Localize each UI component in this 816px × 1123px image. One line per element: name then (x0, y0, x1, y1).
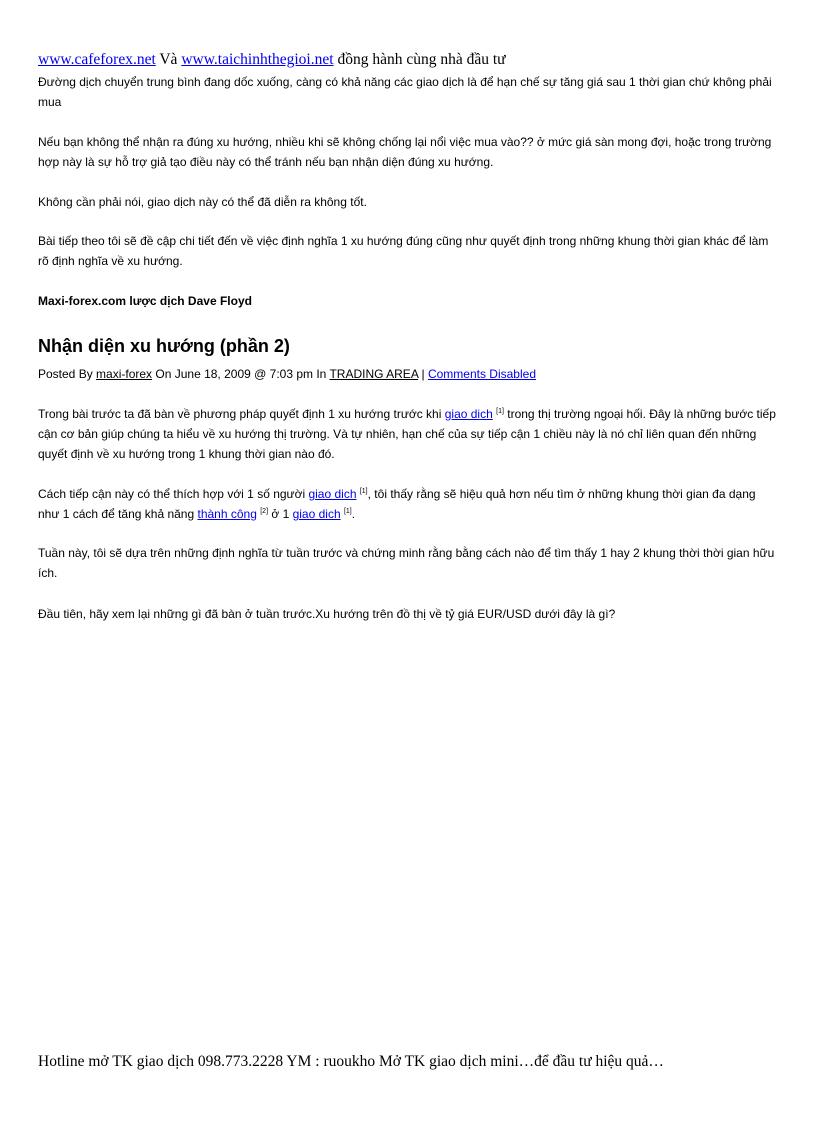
para1-text-b: trong thị trường ngoại hối. Đây là những bước tiếp cận cơ bản giúp chúng ta hiểu về xu hướng thị trường. Và tự nhiên, hạn chế của sự tiếp cận 1 chiều này là nó chỉ liên quan đến những quyết định về xu hướng trong 1 khung thời gian nào đó. (38, 407, 776, 461)
intro-paragraph-3: Không cần phải nói, giao dịch này có thể đã diễn ra không tốt. (38, 195, 367, 209)
taichinhthegioi-link[interactable]: www.taichinhthegioi.net (181, 51, 334, 68)
intro-paragraph-4: Bài tiếp theo tôi sẽ đề cập chi tiết đến về việc định nghĩa 1 xu hướng đúng cũng như quyết định trong những khung thời gian khác để làm rõ định nghĩa về xu hướng. (38, 234, 769, 268)
author-link[interactable]: maxi-forex (96, 367, 153, 381)
comments-link[interactable]: Comments Disabled (427, 367, 536, 381)
giao-dich-link[interactable]: giao dich (308, 487, 357, 501)
intro-paragraph-1: Đường dịch chuyển trung bình đang dốc xuống, càng có khả năng các giao dịch là để hạn chế sự tăng giá sau 1 thời gian chứ không phải mua (38, 75, 772, 109)
intro-paragraph-2: Nếu bạn không thể nhận ra đúng xu hướng, nhiều khi sẽ không chống lại nổi việc mua vào?? ở mức giá sàn mong đợi, hoặc trong trường hợp này là sự hỗ trợ giả tạo điều này có thể tránh nếu bạn nhận diện đúng xu hướng. (38, 135, 772, 169)
article-paragraph-3: Tuần này, tôi sẽ dựa trên những định nghĩa từ tuần trước và chứng minh rằng bằng cách nào để tìm thấy 1 hay 2 khung thời thời gian hữu ích. (38, 546, 775, 580)
meta-separator: | (418, 367, 428, 381)
footnote-ref: [1] (359, 488, 368, 495)
article-paragraph-2 (38, 484, 778, 524)
footnote-ref: [1] (496, 408, 504, 415)
giao-dich-link[interactable]: giao dich (444, 407, 493, 421)
header-and: Và (155, 51, 182, 68)
cafeforex-link[interactable]: www.cafeforex.net (38, 51, 156, 68)
translation-credit: Maxi-forex.com lược dịch Dave Floyd (38, 294, 252, 308)
footnote-ref: [1] (343, 508, 352, 515)
page-footer: Hotline mở TK giao dịch 098.773.2228 YM : ruoukho Mở TK giao dịch mini…để đầu tư hiệu quả… (38, 1053, 664, 1070)
para2-text-b: , tôi thấy rằng sẽ hiệu quả hơn nếu tìm ở những khung thời gian đa dạng như 1 cách để tăng khả năng (38, 487, 756, 521)
article-paragraph-4: Đầu tiên, hãy xem lại những gì đã bàn ở tuần trước.Xu hướng trên đồ thị về tỷ giá EUR/USD dưới đây là gì? (38, 607, 616, 621)
article-meta (38, 365, 536, 383)
para1-text-a: Trong bài trước ta đã bàn về phương pháp quyết định 1 xu hướng trước khi (38, 407, 445, 421)
header-tagline: đồng hành cùng nhà đầu tư (333, 51, 506, 68)
meta-posted-by: Posted By (38, 367, 97, 381)
article-paragraph-1 (38, 404, 778, 464)
thanh-cong-link[interactable]: thành công (197, 507, 257, 521)
article-title: Nhận diện xu hướng (phần 2) (38, 336, 290, 356)
footnote-ref: [2] (260, 508, 269, 515)
giao-dich-link[interactable]: giao dich (292, 507, 341, 521)
para2-text-c: ở 1 (268, 507, 293, 521)
meta-date: On June 18, 2009 @ 7:03 pm In (152, 367, 330, 381)
page-header (38, 50, 778, 70)
category-link[interactable]: TRADING AREA (329, 367, 419, 381)
para2-text-a: Cách tiếp cận này có thể thích hợp với 1 số người (38, 487, 309, 501)
para2-text-d: . (351, 507, 356, 521)
